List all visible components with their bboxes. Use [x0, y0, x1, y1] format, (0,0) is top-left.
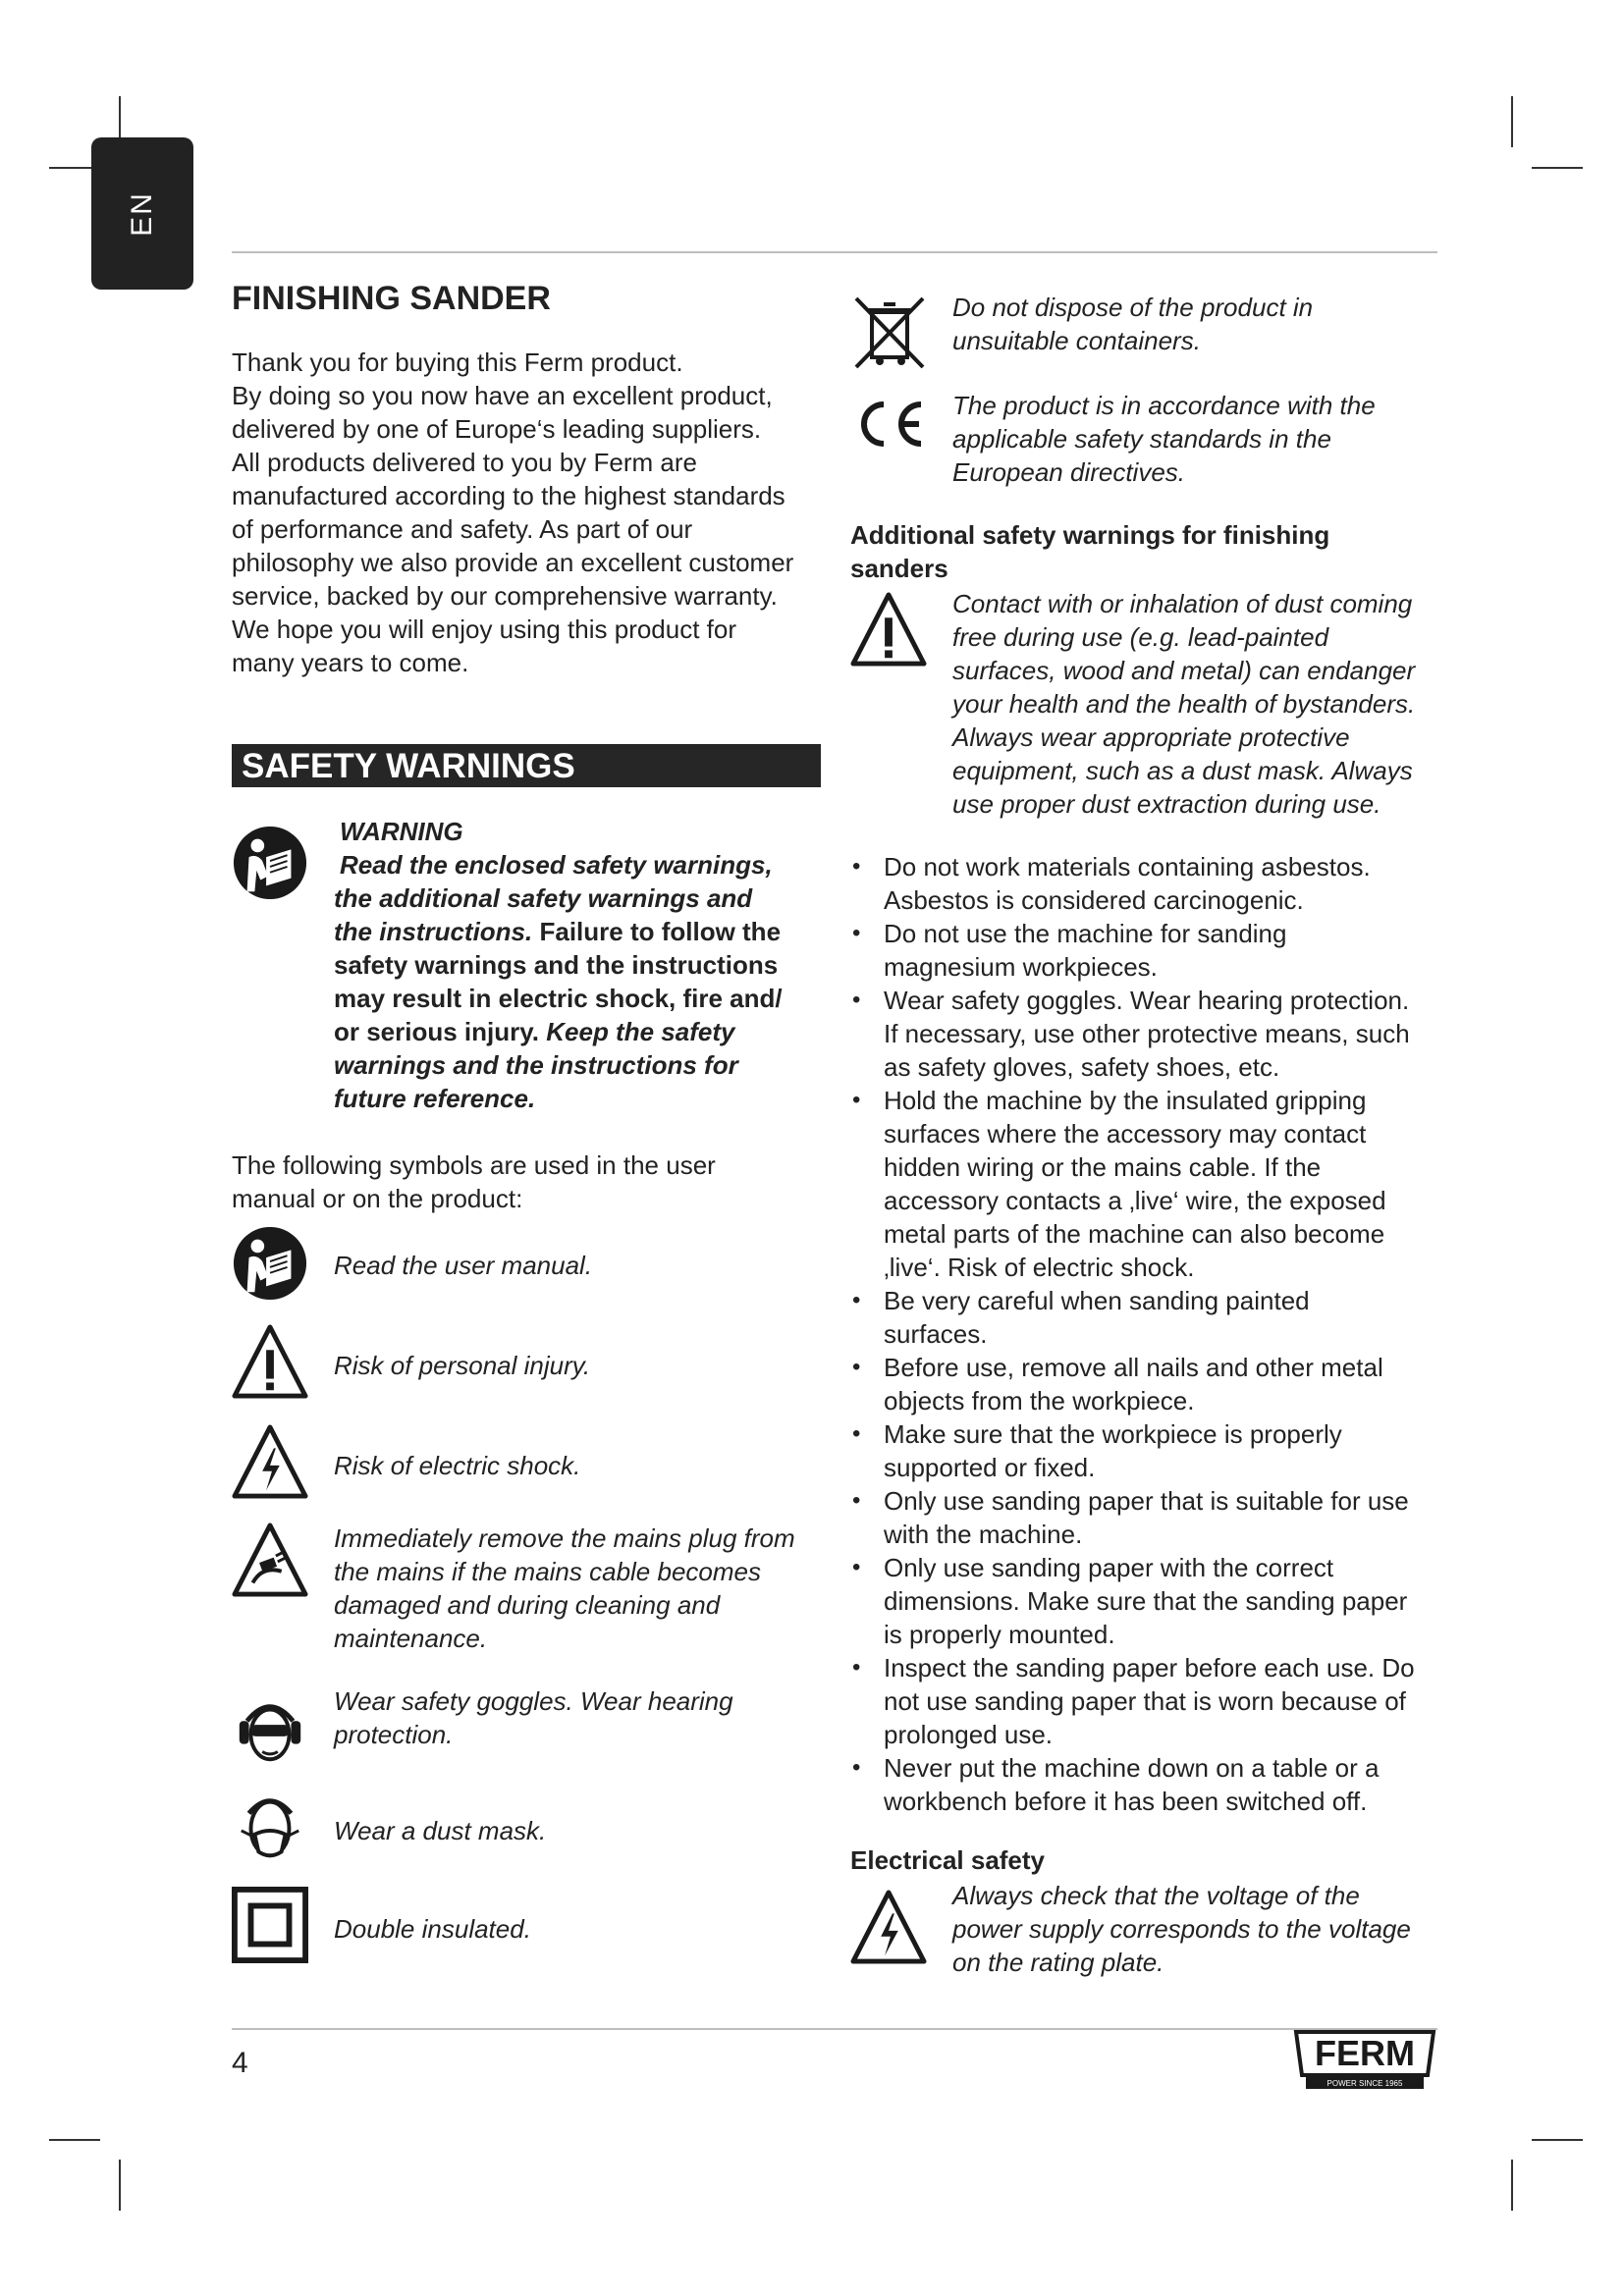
- list-item: [850, 984, 1439, 1084]
- bullet-line: dimensions. Make sure that the sanding paper: [884, 1586, 1408, 1616]
- symbol-text: maintenance.: [334, 1624, 488, 1653]
- intro-line: of performance and safety. As part of our: [232, 514, 693, 544]
- symbol-text: your health and the health of bystanders.: [952, 689, 1416, 719]
- safety-bullet-list: [850, 850, 1439, 1818]
- personal-injury-icon: [232, 1323, 308, 1400]
- bullet-line: magnesium workpieces.: [884, 952, 1158, 982]
- warning-line: warnings and the instructions for: [334, 1050, 738, 1080]
- intro-section: [232, 280, 821, 679]
- electrical-safety-heading: Electrical safety: [850, 1845, 1046, 1875]
- symbol-text-block: [952, 291, 1313, 357]
- bullet-line: accessory contacts a ‚live‘ wire, the exposed: [884, 1186, 1386, 1215]
- bullet-line: • Do not work materials containing asbestos.: [884, 852, 1371, 881]
- bullet-line: with the machine.: [884, 1520, 1083, 1549]
- bullet-line: • Wear safety goggles. Wear hearing protection.: [884, 986, 1410, 1015]
- crop-mark: [1532, 167, 1583, 169]
- intro-line: Thank you for buying this Ferm product.: [232, 347, 683, 377]
- heading-line: Additional safety warnings for finishing: [850, 520, 1330, 550]
- bullet-line: metal parts of the machine can also become: [884, 1219, 1385, 1249]
- symbol-text: Immediately remove the mains plug from: [334, 1523, 795, 1553]
- symbol-row-goggles: [232, 1684, 821, 1773]
- crop-mark: [1511, 96, 1513, 147]
- list-item: [850, 1651, 1439, 1751]
- safety-warnings-banner: SAFETY WARNINGS: [232, 744, 821, 787]
- bullet-line: prolonged use.: [884, 1720, 1054, 1749]
- logo-text: FERM: [1315, 2033, 1415, 2073]
- warning-block: [232, 815, 821, 1129]
- list-item: [850, 1751, 1439, 1818]
- list-item: [850, 1351, 1439, 1417]
- symbol-text: surfaces, wood and metal) can endanger: [952, 656, 1416, 685]
- read-manual-icon: [232, 1225, 308, 1302]
- warning-line: safety warnings and the instructions: [334, 950, 779, 980]
- language-label: EN: [126, 191, 158, 237]
- bullet-line: supported or fixed.: [884, 1453, 1096, 1482]
- symbol-text: the mains if the mains cable becomes: [334, 1557, 761, 1586]
- crop-mark: [1511, 2160, 1513, 2211]
- intro-line: philosophy we also provide an excellent customer: [232, 548, 794, 577]
- symbol-text: Always wear appropriate protective: [952, 722, 1350, 752]
- symbol-text: Risk of personal injury.: [334, 1351, 591, 1380]
- list-item: [850, 1417, 1439, 1484]
- warning-keep: Keep the safety: [546, 1017, 735, 1046]
- read-manual-icon: [232, 825, 308, 901]
- disposal-row: [850, 291, 1439, 379]
- bullet-line: • Do not use the machine for sanding: [884, 919, 1287, 948]
- page-title: FINISHING SANDER: [232, 280, 551, 317]
- goggles-ear-icon: [232, 1692, 308, 1769]
- symbol-text: equipment, such as a dust mask. Always: [952, 756, 1413, 785]
- symbol-text-block: [334, 1684, 733, 1751]
- symbol-row-personal-injury: [232, 1323, 821, 1402]
- symbol-row-unplug: [232, 1522, 821, 1669]
- crop-mark: [119, 2160, 121, 2211]
- top-rule: [232, 251, 1437, 253]
- intro-line: We hope you will enjoy using this product for: [232, 614, 737, 644]
- symbol-row-read-manual: [232, 1225, 821, 1304]
- bullet-line: objects from the workpiece.: [884, 1386, 1195, 1415]
- bullet-line: If necessary, use other protective means, such: [884, 1019, 1410, 1048]
- symbol-text: Wear safety goggles. Wear hearing: [334, 1686, 733, 1716]
- intro-line: delivered by one of Europe‘s leading suppliers.: [232, 414, 762, 444]
- symbol-text-block: [952, 1879, 1411, 1979]
- symbol-row-electric-shock: [232, 1423, 821, 1502]
- list-item: [850, 1551, 1439, 1651]
- bullet-line: workbench before it has been switched off.: [884, 1787, 1368, 1816]
- list-item: [850, 1284, 1439, 1351]
- additional-warnings-heading: [850, 518, 1400, 585]
- warning-line: or serious injury.: [334, 1017, 547, 1046]
- bullet-line: • Be very careful when sanding painted: [884, 1286, 1310, 1315]
- crop-mark: [1532, 2139, 1583, 2141]
- symbols-intro: [232, 1148, 821, 1215]
- symbol-text: damaged and during cleaning and: [334, 1590, 721, 1620]
- warning-title: WARNING: [340, 817, 463, 846]
- intro-line: manufactured according to the highest standards: [232, 481, 785, 510]
- bullet-line: • Only use sanding paper that is suitable for use: [884, 1486, 1409, 1516]
- symbol-text: power supply corresponds to the voltage: [952, 1914, 1411, 1944]
- bullet-line: • Inspect the sanding paper before each use. Do: [884, 1653, 1415, 1682]
- symbols-intro-line: manual or on the product:: [232, 1184, 523, 1213]
- symbol-text: Double insulated.: [334, 1914, 531, 1944]
- warning-triangle-icon: [850, 591, 927, 667]
- unplug-icon: [232, 1522, 308, 1598]
- symbol-text: Contact with or inhalation of dust coming: [952, 589, 1413, 618]
- bullet-line: surfaces.: [884, 1319, 988, 1349]
- symbol-text: Wear a dust mask.: [334, 1816, 547, 1845]
- language-tab: [91, 137, 193, 290]
- ce-mark-icon: [850, 395, 929, 454]
- bullet-line: is properly mounted.: [884, 1620, 1115, 1649]
- voltage-row: [850, 1879, 1439, 1987]
- intro-line: many years to come.: [232, 648, 469, 677]
- wheelie-bin-crossed-icon: [850, 293, 929, 371]
- heading-line: sanders: [850, 554, 948, 583]
- bullet-line: hidden wiring or the mains cable. If the: [884, 1152, 1322, 1182]
- electric-shock-icon: [850, 1889, 927, 1965]
- ce-row: [850, 389, 1439, 497]
- symbols-intro-line: The following symbols are used in the user: [232, 1150, 716, 1180]
- bullet-line: Asbestos is considered carcinogenic.: [884, 885, 1304, 915]
- symbol-text: European directives.: [952, 457, 1186, 487]
- warning-line: Read the enclosed safety warnings,: [340, 850, 773, 880]
- electric-shock-icon: [232, 1423, 308, 1500]
- warning-text: [334, 848, 825, 1115]
- bullet-line: not use sanding paper that is worn because of: [884, 1686, 1406, 1716]
- symbol-text: use proper dust extraction during use.: [952, 789, 1381, 819]
- symbol-text: Read the user manual.: [334, 1251, 593, 1280]
- list-item: [850, 917, 1439, 984]
- symbol-text: applicable safety standards in the: [952, 424, 1331, 454]
- intro-line: By doing so you now have an excellent product,: [232, 381, 773, 410]
- bullet-line: • Before use, remove all nails and other metal: [884, 1353, 1383, 1382]
- warning-line: future reference.: [334, 1084, 536, 1113]
- logo-tagline: POWER SINCE 1965: [1326, 2079, 1403, 2088]
- list-item: [850, 850, 1439, 917]
- dust-mask-icon: [232, 1789, 308, 1865]
- intro-line: All products delivered to you by Ferm are: [232, 448, 697, 477]
- symbol-text: Do not dispose of the product in: [952, 293, 1314, 322]
- symbol-text: The product is in accordance with the: [952, 391, 1376, 420]
- bullet-line: • Hold the machine by the insulated gripping: [884, 1086, 1367, 1115]
- symbol-text: Always check that the voltage of the: [952, 1881, 1360, 1910]
- symbol-text-block: [334, 1522, 795, 1655]
- symbol-text-block: [952, 587, 1415, 821]
- double-insulated-icon: [232, 1887, 308, 1963]
- symbol-text: on the rating plate.: [952, 1948, 1164, 1977]
- symbol-row-dust-mask: [232, 1785, 821, 1873]
- bullet-line: • Only use sanding paper with the correct: [884, 1553, 1334, 1582]
- list-item: [850, 1484, 1439, 1551]
- page-number: 4: [232, 2047, 248, 2079]
- dust-warning-row: [850, 587, 1439, 823]
- bullet-line: surfaces where the accessory may contact: [884, 1119, 1367, 1148]
- ferm-logo: [1292, 2028, 1437, 2091]
- intro-line: service, backed by our comprehensive warranty.: [232, 581, 778, 611]
- symbol-text: Risk of electric shock.: [334, 1451, 581, 1480]
- bullet-line: • Never put the machine down on a table or a: [884, 1753, 1380, 1783]
- list-item: [850, 1084, 1439, 1284]
- symbol-text: free during use (e.g. lead-painted: [952, 622, 1329, 652]
- bullet-line: • Make sure that the workpiece is properly: [884, 1419, 1342, 1449]
- bullet-line: as safety gloves, safety shoes, etc.: [884, 1052, 1280, 1082]
- bullet-line: ‚live‘. Risk of electric shock.: [884, 1253, 1195, 1282]
- bottom-rule: [232, 2028, 1437, 2030]
- warning-line: the additional safety warnings and: [334, 883, 753, 913]
- symbol-row-double-insulated: [232, 1887, 821, 1965]
- symbol-text: unsuitable containers.: [952, 326, 1201, 355]
- warning-line: the instructions.: [334, 917, 533, 946]
- symbol-text-block: [952, 389, 1376, 489]
- warning-line: may result in electric shock, fire and/: [334, 984, 783, 1013]
- warning-line: Failure to follow the: [532, 917, 782, 946]
- crop-mark: [49, 2139, 100, 2141]
- symbol-text: protection.: [334, 1720, 454, 1749]
